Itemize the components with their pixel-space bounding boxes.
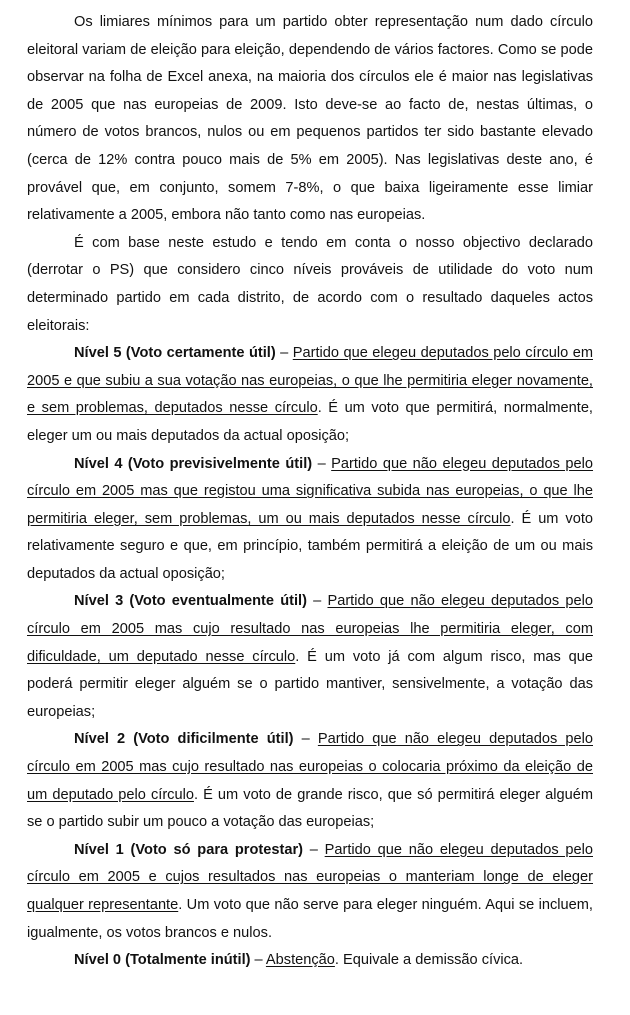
level-1-paragraph <box>27 837 593 947</box>
level-5-description: Partido que elegeu deputados pelo círculo em 2005 e que subiu a sua votação nas europeias, o que lhe permitiria eleger novamente, e sem problemas, deputados nesse círculo <box>27 345 593 417</box>
level-3-paragraph <box>27 588 593 726</box>
level-4-paragraph <box>27 451 593 589</box>
level-2-description: Partido que não elegeu deputados pelo círculo em 2005 mas cujo resultado nas europeias o colocaria próximo da eleição de um deputado pelo círculo <box>27 731 593 803</box>
level-3-description: Partido que não elegeu deputados pelo círculo em 2005 mas cujo resultado nas europeias lhe permitiria eleger, com dificuldade, um deputado nesse círculo <box>27 593 593 665</box>
level-1-title: Nível 1 (Voto só para protestar) <box>74 841 303 858</box>
level-5-title: Nível 5 (Voto certamente útil) <box>74 345 276 362</box>
intro-paragraph-2: É com base neste estudo e tendo em conta o nosso objectivo declarado (derrotar o PS) que considero cinco níveis prováveis de utilidade do voto num determinado partido em cada distrito, de acordo com o resultado daqueles actos eleitorais: <box>27 234 593 334</box>
level-4-title: Nível 4 (Voto previsivelmente útil) <box>74 455 313 472</box>
level-4-explanation: . É um voto relativamente seguro e que, em princípio, também permitirá a eleição de um ou mais deputados da actual oposição; <box>27 510 593 582</box>
level-1-separator: – <box>303 841 325 858</box>
level-2-separator: – <box>293 731 318 748</box>
level-4-separator: – <box>312 455 332 472</box>
level-0-description: Abstenção <box>265 952 335 969</box>
level-5-separator: – <box>275 345 293 362</box>
level-1-explanation: . Um voto que não serve para eleger ninguém. Aqui se incluem, igualmente, os votos brancos e nulos. <box>27 897 593 941</box>
level-0-separator: – <box>250 952 266 969</box>
level-3-explanation: . É um voto já com algum risco, mas que poderá permitir eleger alguém se o partido mantiver, sensivelmente, a votação das europeias; <box>27 648 593 720</box>
level-5-explanation: . É um voto que permitirá, normalmente, eleger um ou mais deputados da actual oposição; <box>27 400 593 444</box>
level-0-paragraph <box>27 947 593 975</box>
level-0-title: Nível 0 (Totalmente inútil) <box>74 952 251 969</box>
level-3-title: Nível 3 (Voto eventualmente útil) <box>74 593 307 610</box>
level-2-paragraph <box>27 726 593 836</box>
level-0-explanation: . Equivale a demissão cívica. <box>334 952 524 969</box>
level-2-explanation: . É um voto de grande risco, que só permitirá eleger alguém se o partido subir um pouco a votação das europeias; <box>27 786 593 831</box>
intro-paragraph-1: Os limiares mínimos para um partido obter representação num dado círculo eleitoral variam de eleição para eleição, dependendo de vários factores. Como se pode observar na folha de Excel anexa, na maioria dos círculos ele é maior nas legislativas de 2005 que nas europeias de 2009. Isto deve-se ao facto de, nestas últimas, o número de votos brancos, nulos ou em pequenos partidos ter sido bastante elevado (cerca de 12% contra pouco mais de 5% em 2005). Nas legislativas deste ano, é provável que, em conjunto, somem 7-8%, o que baixa ligeiramente esse limiar relativamente a 2005, embora não tanto como nas europeias. <box>27 14 593 224</box>
level-1-description: Partido que não elegeu deputados pelo círculo em 2005 e cujos resultados nas europeias o manteriam longe de eleger qualquer representante <box>27 841 593 913</box>
level-5-paragraph <box>27 340 593 450</box>
level-4-description: Partido que não elegeu deputados pelo círculo em 2005 mas que registou uma significativa subida nas europeias, o que lhe permitiria eleger, sem problemas, um ou mais deputados nesse círculo <box>27 455 594 527</box>
level-3-separator: – <box>306 593 328 610</box>
level-2-title: Nível 2 (Voto dificilmente útil) <box>74 731 294 748</box>
document-body <box>27 9 593 975</box>
